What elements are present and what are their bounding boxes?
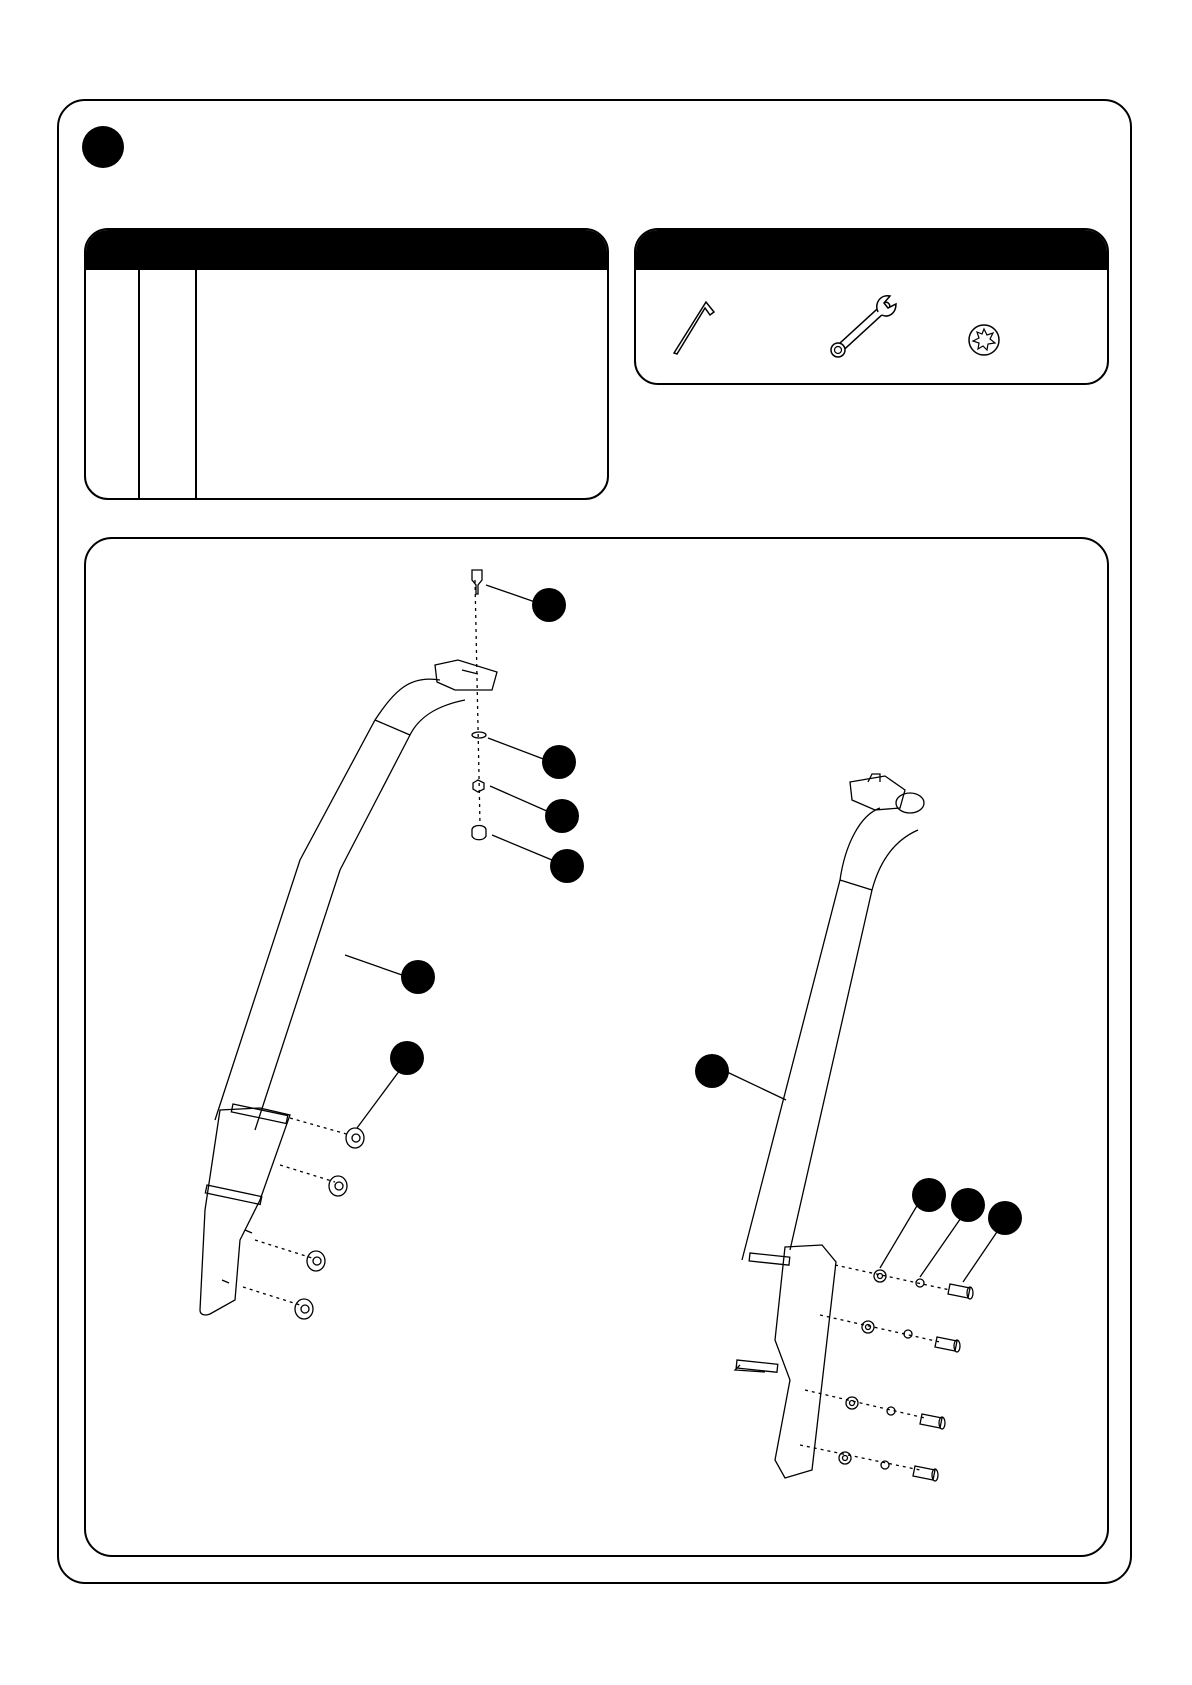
callout-8 bbox=[912, 1178, 946, 1212]
left-spacers bbox=[295, 1128, 364, 1319]
callout-6 bbox=[390, 1041, 424, 1075]
left-dashed-guides bbox=[243, 580, 480, 1305]
callout-3 bbox=[545, 799, 579, 833]
left-cap-nut bbox=[472, 826, 486, 840]
left-bottom-plate bbox=[200, 1108, 290, 1315]
callout-7 bbox=[695, 1054, 729, 1088]
callout-10 bbox=[988, 1201, 1022, 1235]
left-hex-nut bbox=[473, 780, 484, 792]
callout-bubbles bbox=[390, 588, 1022, 1235]
callout-5 bbox=[401, 960, 435, 994]
right-leader-lines bbox=[727, 1072, 1001, 1282]
callout-4 bbox=[550, 849, 584, 883]
callout-1 bbox=[532, 588, 566, 622]
right-hardware bbox=[839, 1270, 973, 1481]
right-dashed-guides bbox=[800, 1265, 950, 1470]
right-tube bbox=[742, 808, 880, 1260]
left-top-bracket bbox=[435, 660, 497, 690]
callout-9 bbox=[951, 1188, 985, 1222]
left-top-bolt bbox=[472, 570, 482, 594]
left-washer bbox=[472, 732, 486, 738]
callout-2 bbox=[542, 745, 576, 779]
left-leader-lines bbox=[345, 585, 552, 1128]
right-side-plate bbox=[775, 1245, 836, 1478]
